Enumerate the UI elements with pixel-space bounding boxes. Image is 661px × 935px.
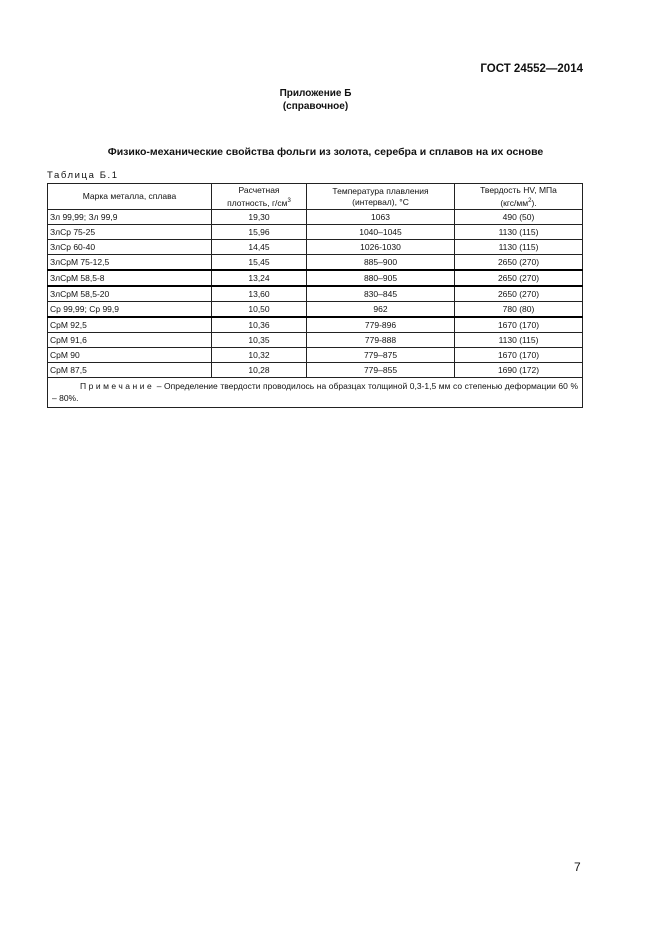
table-row (48, 317, 583, 333)
table-row (48, 240, 583, 255)
header-alloy-grade-text: Марка металла, сплава (82, 191, 177, 201)
table-row (48, 286, 583, 302)
header-melting-line1: Температура плавления (332, 185, 429, 196)
cell-alloy-grade: Ср 99,99; Ср 99,9 (48, 302, 212, 318)
cell-alloy-grade: ЗлСр 75-25 (48, 225, 212, 240)
table-row (48, 333, 583, 348)
header-density-line1: Расчетная (238, 184, 280, 195)
table-row (48, 302, 583, 318)
cell-melting-temp: 880–905 (307, 270, 455, 286)
header-density (212, 184, 307, 210)
cell-melting-temp: 779–875 (307, 348, 455, 363)
cell-density: 13,60 (212, 286, 307, 302)
cell-alloy-grade: ЗлСрМ 75-12,5 (48, 255, 212, 271)
table-row (48, 225, 583, 240)
cell-density: 14,45 (212, 240, 307, 255)
cell-density: 10,28 (212, 363, 307, 378)
header-melting-temp (307, 184, 455, 210)
cell-hardness: 1670 (170) (455, 317, 583, 333)
cell-density: 10,50 (212, 302, 307, 318)
cell-alloy-grade: ЗлСрМ 58,5-8 (48, 270, 212, 286)
cell-alloy-grade: ЗлСр 60-40 (48, 240, 212, 255)
header-hardness (455, 184, 583, 210)
cell-density: 13,24 (212, 270, 307, 286)
appendix-heading (0, 87, 661, 113)
cell-melting-temp: 779-896 (307, 317, 455, 333)
cell-hardness: 2650 (270) (455, 286, 583, 302)
header-hardness-sup: 2 (528, 197, 532, 204)
cell-density: 10,32 (212, 348, 307, 363)
cell-alloy-grade: Зл 99,99; Зл 99,9 (48, 210, 212, 225)
note-text: – Определение твердости проводилось на образцах толщиной 0,3-1,5 мм со степенью деформации 60 % – 80%. (52, 381, 578, 403)
appendix-subtitle: (справочное) (282, 101, 349, 112)
cell-density: 15,45 (212, 255, 307, 271)
header-density-sup: 3 (287, 197, 291, 204)
header-hardness-line1: Твердость HV, МПа (480, 184, 557, 195)
table-row (48, 210, 583, 225)
section-title-text: Физико-механические свойства фольги из золота, серебра и сплавов на их основе (107, 146, 544, 158)
cell-hardness: 1130 (115) (455, 225, 583, 240)
cell-alloy-grade: ЗлСрМ 58,5-20 (48, 286, 212, 302)
appendix-title: Приложение Б (279, 88, 352, 99)
cell-melting-temp: 779-888 (307, 333, 455, 348)
table-row (48, 270, 583, 286)
header-hardness-line2: (кгс/мм (500, 197, 529, 208)
cell-hardness: 1670 (170) (455, 348, 583, 363)
cell-density: 10,36 (212, 317, 307, 333)
header-melting-line2: (интервал), °С (352, 196, 409, 207)
cell-melting-temp: 830–845 (307, 286, 455, 302)
table-row (48, 348, 583, 363)
cell-density: 10,35 (212, 333, 307, 348)
page-number: 7 (574, 860, 581, 874)
cell-melting-temp: 1040–1045 (307, 225, 455, 240)
cell-alloy-grade: СрМ 91,6 (48, 333, 212, 348)
cell-alloy-grade: СрМ 90 (48, 348, 212, 363)
cell-hardness: 1130 (115) (455, 240, 583, 255)
table-row (48, 255, 583, 271)
header-density-line2: плотность, г/см (227, 197, 288, 208)
cell-alloy-grade: СрМ 87,5 (48, 363, 212, 378)
cell-hardness: 2650 (270) (455, 270, 583, 286)
header-hardness-tail: ). (531, 197, 537, 208)
table-row (48, 363, 583, 378)
cell-hardness: 490 (50) (455, 210, 583, 225)
cell-density: 19,30 (212, 210, 307, 225)
cell-melting-temp: 962 (307, 302, 455, 318)
cell-hardness: 2650 (270) (455, 255, 583, 271)
cell-hardness: 1130 (115) (455, 333, 583, 348)
cell-melting-temp: 1026-1030 (307, 240, 455, 255)
cell-hardness: 1690 (172) (455, 363, 583, 378)
section-title (0, 146, 661, 158)
cell-hardness: 780 (80) (455, 302, 583, 318)
cell-melting-temp: 779–855 (307, 363, 455, 378)
properties-table (47, 183, 583, 408)
table-header-row (48, 184, 583, 210)
document-code: ГОСТ 24552—2014 (480, 63, 583, 75)
cell-density: 15,96 (212, 225, 307, 240)
table-note (48, 378, 583, 408)
table-note-row (48, 378, 583, 408)
table-caption: Таблица Б.1 (47, 170, 119, 181)
cell-alloy-grade: СрМ 92,5 (48, 317, 212, 333)
note-label: Примечание (80, 381, 155, 391)
cell-melting-temp: 1063 (307, 210, 455, 225)
cell-melting-temp: 885–900 (307, 255, 455, 271)
header-alloy-grade (48, 184, 212, 210)
